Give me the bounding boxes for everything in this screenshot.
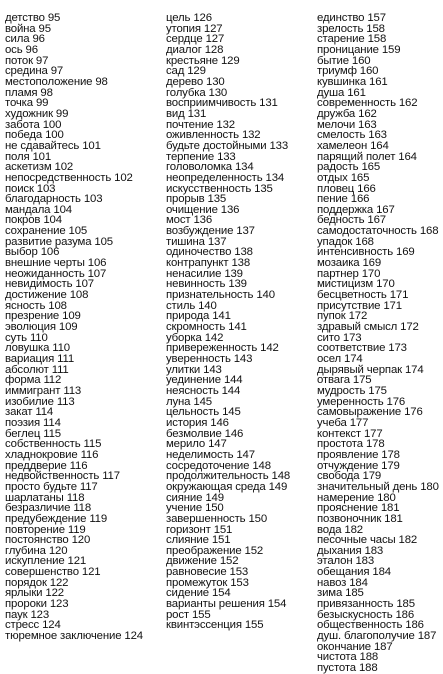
- index-entry: презрение 109: [5, 310, 81, 323]
- index-entry: ненасилие 139: [166, 267, 243, 280]
- index-entry: цель 126: [166, 12, 212, 24]
- index-entry: парящий полет 164: [317, 150, 417, 163]
- index-entry: искусственность 135: [166, 182, 273, 195]
- index-entry: свобода 179: [317, 470, 382, 483]
- index-entry: единство 157: [317, 12, 386, 24]
- index-column-1: [5, 13, 155, 642]
- index-entry: здравый смысл 172: [317, 321, 419, 334]
- index-entry: развитие разума 105: [5, 235, 113, 248]
- index-entry: ловушка 110: [5, 342, 70, 355]
- index-entry: пророки 123: [5, 598, 69, 611]
- index-entry: навоз 184: [317, 576, 368, 589]
- index-entry: возбуждение 137: [166, 225, 255, 238]
- index-entry: душа 161: [317, 86, 366, 99]
- index-entry: дерево 130: [166, 75, 225, 88]
- index-entry: контрапункт 138: [166, 257, 251, 270]
- index-entry: привязанность 185: [317, 598, 415, 611]
- index-entry: пламя 98: [5, 86, 53, 99]
- index-entry: не сдавайтесь 101: [5, 139, 101, 152]
- index-entry: просто будьте 117: [5, 480, 98, 493]
- index-entry: постоянство 120: [5, 534, 91, 547]
- index-entry: забота 100: [5, 118, 62, 131]
- index-entry: природа 141: [166, 310, 231, 323]
- index-entry: суть 110: [5, 331, 48, 344]
- index-entry: уединение 144: [166, 374, 243, 387]
- index-entry: песочные часы 182: [317, 534, 418, 547]
- index-entry: детство 95: [5, 12, 61, 24]
- index-entry: проницание 159: [317, 43, 401, 56]
- index-entry: терпение 133: [166, 150, 236, 163]
- index-entry: сияние 149: [166, 491, 224, 504]
- index-entry: изобилие 113: [5, 395, 75, 408]
- index-entry: отчуждение 179: [317, 459, 400, 472]
- index-entry: паук 123: [5, 608, 50, 621]
- index-entry: триумф 160: [317, 65, 379, 78]
- index-entry: недвойственность 117: [5, 470, 120, 483]
- index-entry: хамелеон 164: [317, 139, 389, 152]
- index-entry: форма 112: [5, 374, 62, 387]
- index-entry: предубеждение 119: [5, 512, 108, 525]
- index-entry: стресс 124: [5, 619, 61, 632]
- index-entry: художник 99: [5, 107, 69, 120]
- index-entry: повторение 119: [5, 523, 86, 536]
- index-entry: обещания 184: [317, 566, 391, 579]
- index-entry: искупление 121: [5, 555, 87, 568]
- index-entry: очищение 136: [166, 203, 240, 216]
- index-entry: мудрость 175: [317, 384, 387, 397]
- index-entry: сосредоточение 148: [166, 459, 271, 472]
- index-entry: учеба 177: [317, 416, 369, 429]
- index-entry: рост 155: [166, 608, 211, 621]
- index-entry: сохранение 105: [5, 225, 88, 238]
- index-entry: головоломка 134: [166, 161, 254, 174]
- index-entry: дыхания 183: [317, 544, 384, 557]
- index-entry: современность 162: [317, 97, 418, 110]
- index-entry: прояснение 181: [317, 502, 400, 515]
- index-entry: история 146: [166, 416, 229, 429]
- index-entry: диалог 128: [166, 43, 224, 56]
- index-entry: бытие 160: [317, 54, 371, 67]
- index-entry: равновесие 153: [166, 566, 249, 579]
- index-entry: квинтэссенция 155: [166, 619, 264, 632]
- index-entry: поток 97: [5, 54, 49, 67]
- index-entry: мозаика 169: [317, 257, 382, 270]
- index-entry: покров 104: [5, 214, 62, 227]
- index-entry: беглец 115: [5, 427, 61, 440]
- index-entry: привереженность 142: [166, 342, 279, 355]
- index-entry: мистицизм 170: [317, 278, 395, 291]
- index-entry: сердце 127: [166, 33, 225, 46]
- index-entry: утопия 127: [166, 22, 223, 35]
- index-entry: хладнокровие 116: [5, 448, 99, 461]
- index-entry: самовыражение 176: [317, 406, 423, 419]
- index-entry: пловец 166: [317, 182, 376, 195]
- index-entry: безыскусность 186: [317, 608, 415, 621]
- index-entry: неясность 144: [166, 384, 241, 397]
- index-entry: цельность 145: [166, 406, 241, 419]
- index-entry: мерило 147: [166, 438, 227, 451]
- index-entry: мелочи 163: [317, 118, 377, 131]
- index-entry: проявление 178: [317, 448, 400, 461]
- index-entry: кувшинка 161: [317, 75, 388, 88]
- index-entry: будьте достойными 133: [166, 139, 289, 152]
- index-entry: соответствие 173: [317, 342, 407, 355]
- index-entry: крестьяне 129: [166, 54, 240, 67]
- index-entry: почтение 132: [166, 118, 235, 131]
- index-entry: окончание 187: [317, 640, 393, 653]
- index-entry: победа 100: [5, 129, 64, 142]
- index-entry: завершенность 150: [166, 512, 268, 525]
- index-entry: мост 136: [166, 214, 213, 227]
- index-entry: слияние 151: [166, 534, 231, 547]
- index-entry: ось 96: [5, 43, 38, 56]
- index-entry: значительный день 180: [317, 480, 439, 493]
- index-entry: продолжительность 148: [166, 470, 291, 483]
- index-entry: промежуток 153: [166, 576, 249, 589]
- index-entry: самодостаточность 168: [317, 225, 439, 238]
- index-entry: аскетизм 102: [5, 161, 74, 174]
- index-entry: контекст 177: [317, 427, 383, 440]
- index-entry: учение 150: [166, 502, 224, 515]
- index-entry: ясность 108: [5, 299, 67, 312]
- index-entry: эталон 183: [317, 555, 375, 568]
- index-entry: бедность 167: [317, 214, 386, 227]
- index-entry: вода 182: [317, 523, 363, 536]
- index-entry: признательность 140: [166, 289, 275, 302]
- index-entry: неожиданность 107: [5, 267, 107, 280]
- index-entry: чистота 188: [317, 651, 379, 664]
- index-entry: улитки 143: [166, 363, 222, 376]
- index-entry: неопределенность 134: [166, 171, 285, 184]
- index-entry: горизонт 151: [166, 523, 233, 536]
- index-entry: преддверие 116: [5, 459, 88, 472]
- index-entry: шарлатаны 118: [5, 491, 85, 504]
- index-entry: партнер 170: [317, 267, 381, 280]
- index-entry: зима 185: [317, 587, 364, 600]
- index-column-3: [317, 13, 443, 674]
- index-entry: выбор 106: [5, 246, 60, 259]
- index-entry: преображение 152: [166, 544, 264, 557]
- index-entry: общественность 186: [317, 619, 424, 632]
- index-entry: интенсивность 169: [317, 246, 415, 259]
- index-entry: пение 166: [317, 193, 370, 206]
- index-entry: поэзия 114: [5, 416, 61, 429]
- index-entry: дырявый черпак 174: [317, 363, 424, 376]
- index-entry: смелость 163: [317, 129, 387, 142]
- index-entry: вид 131: [166, 107, 207, 120]
- index-entry: безмолвие 146: [166, 427, 244, 440]
- index-entry: умеренность 176: [317, 395, 406, 408]
- index-entry: голубка 130: [166, 86, 228, 99]
- index-entry: радость 165: [317, 161, 381, 174]
- index-entry: порядок 122: [5, 576, 69, 589]
- index-entry: невидимость 107: [5, 278, 94, 291]
- index-entry: абсолют 111: [5, 363, 69, 376]
- index-entry: варианты решения 154: [166, 598, 287, 611]
- index-entry: уверенность 143: [166, 353, 253, 365]
- index-entry: отвага 175: [317, 374, 372, 387]
- index-entry: вариация 111: [5, 353, 75, 365]
- index-entry: непосредственность 102: [5, 171, 133, 184]
- index-entry: прорыв 135: [166, 193, 227, 206]
- index-entry: сад 129: [166, 65, 206, 78]
- index-entry: восприимчивость 131: [166, 97, 278, 110]
- index-entry: невинность 139: [166, 278, 247, 291]
- index-entry: присутствие 171: [317, 299, 402, 312]
- index-entry: зрелость 158: [317, 22, 385, 35]
- index-entry: ярлыки 122: [5, 587, 64, 600]
- index-entry: окружающая среда 149: [166, 480, 288, 493]
- index-entry: уборка 142: [166, 331, 224, 344]
- index-entry: старение 158: [317, 33, 387, 46]
- index-entry: собственность 115: [5, 438, 102, 451]
- index-entry: неделимость 147: [166, 448, 255, 461]
- index-entry: глубина 120: [5, 544, 68, 557]
- index-entry: отдых 165: [317, 171, 370, 184]
- index-entry: внешние черты 106: [5, 257, 107, 270]
- index-entry: закат 114: [5, 406, 54, 419]
- index-entry: душ. благополучие 187: [317, 630, 437, 643]
- index-entry: движение 152: [166, 555, 239, 568]
- index-entry: тюремное заключение 124: [5, 630, 143, 643]
- index-entry: местоположение 98: [5, 75, 108, 88]
- index-entry: сидение 154: [166, 587, 231, 600]
- index-entry: иммигрант 113: [5, 384, 82, 397]
- index-entry: совершенство 121: [5, 566, 101, 579]
- index-entry: поиск 103: [5, 182, 56, 195]
- index-entry: оживленность 132: [166, 129, 261, 142]
- index-entry: достижение 108: [5, 289, 89, 302]
- index-entry: упадок 168: [317, 235, 374, 248]
- index-entry: пупок 172: [317, 310, 368, 323]
- index-entry: эволюция 109: [5, 321, 78, 334]
- index-entry: благодарность 103: [5, 193, 103, 206]
- index-entry: сила 96: [5, 33, 45, 46]
- index-entry: безразличие 118: [5, 502, 92, 515]
- index-entry: одиночество 138: [166, 246, 253, 259]
- index-entry: намерение 180: [317, 491, 396, 504]
- index-entry: позвоночник 181: [317, 512, 403, 525]
- index-entry: пустота 188: [317, 662, 378, 674]
- index-entry: точка 99: [5, 97, 49, 110]
- index-entry: поля 101: [5, 150, 52, 163]
- index-entry: война 95: [5, 22, 51, 35]
- index-entry: луна 145: [166, 395, 212, 408]
- index-entry: бесцветность 171: [317, 289, 409, 302]
- index-entry: стиль 140: [166, 299, 217, 312]
- index-entry: средина 97: [5, 65, 64, 78]
- index-entry: сито 173: [317, 331, 362, 344]
- index-entry: дружба 162: [317, 107, 377, 120]
- index-entry: простота 178: [317, 438, 385, 451]
- index-entry: поддержка 167: [317, 203, 395, 216]
- index-column-2: [166, 13, 314, 631]
- index-entry: мандала 104: [5, 203, 72, 216]
- index-entry: тишина 137: [166, 235, 227, 248]
- index-entry: скромность 141: [166, 321, 247, 334]
- index-entry: осел 174: [317, 353, 363, 365]
